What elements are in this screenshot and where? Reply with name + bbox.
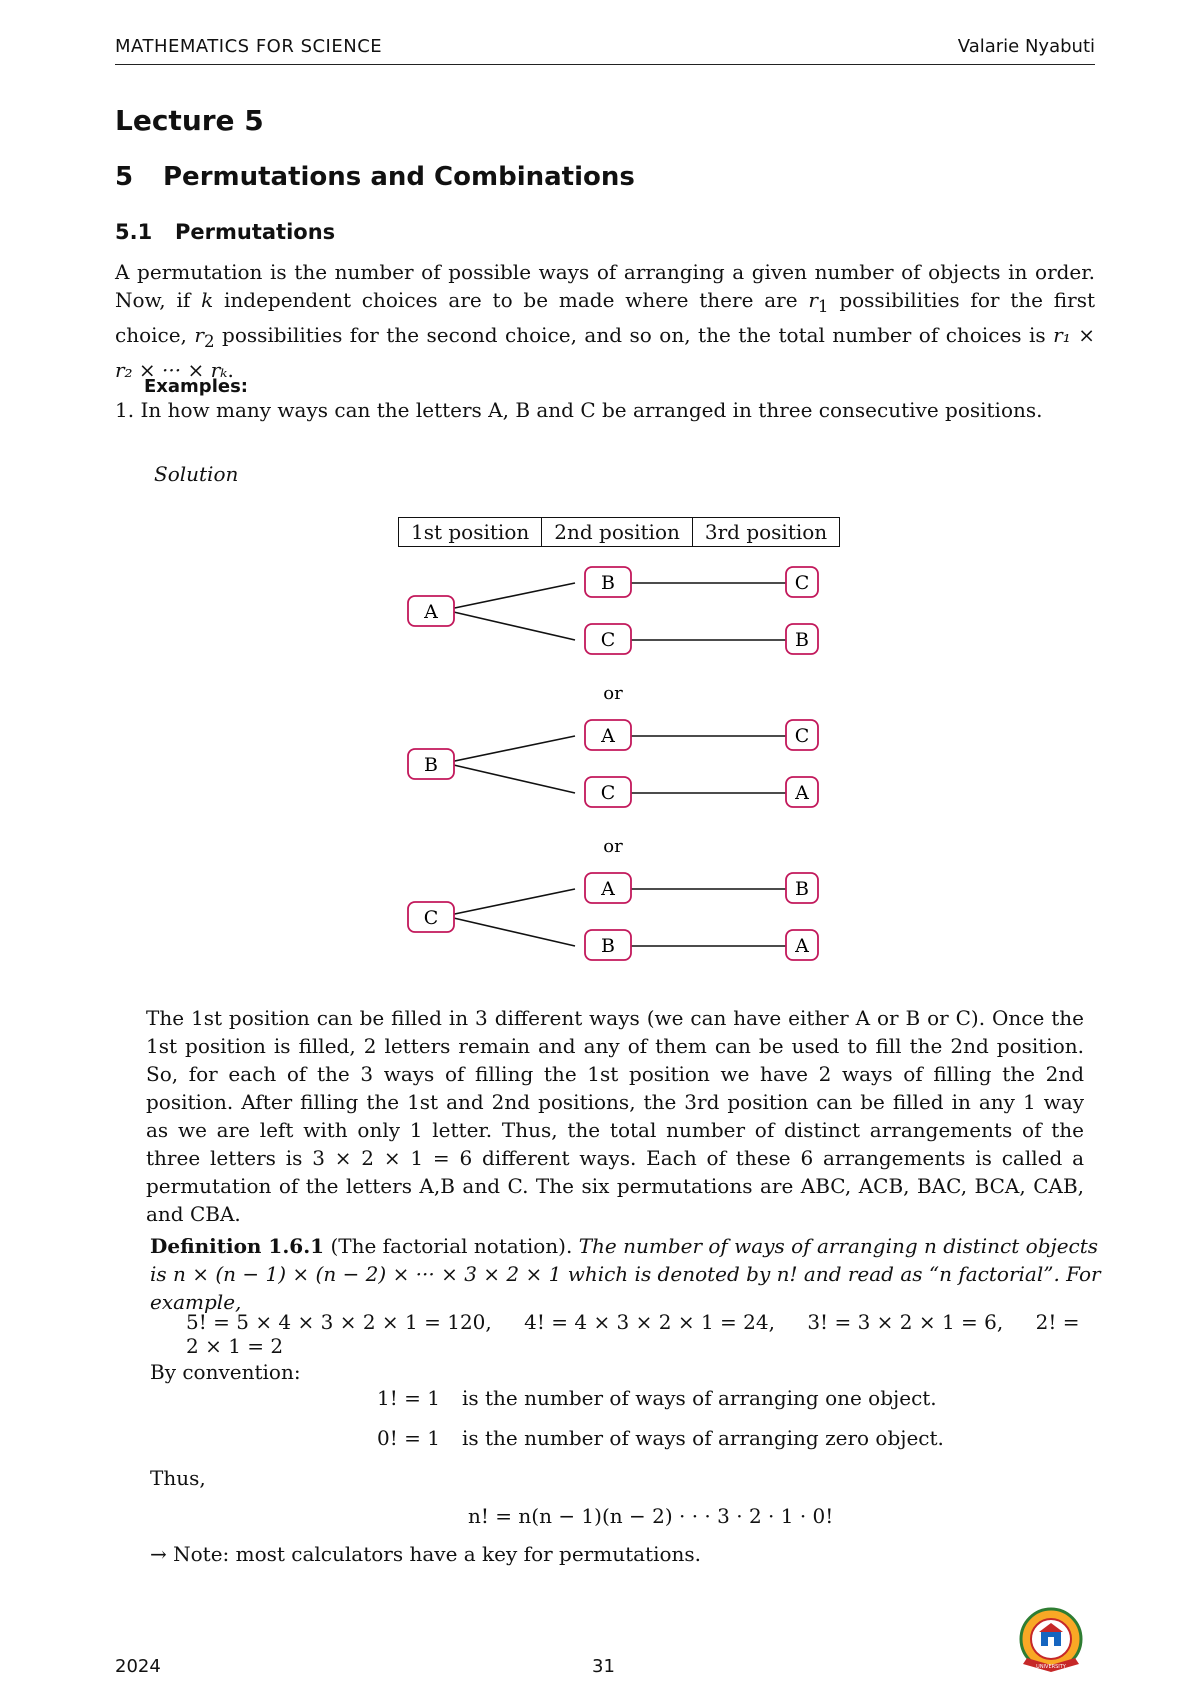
factorial-example-3: 3! = 3 × 2 × 1 = 6, xyxy=(807,1310,1004,1334)
tree-group-c xyxy=(408,873,818,960)
tree-label-c-second-1: A xyxy=(601,878,615,900)
convention-row-2 xyxy=(368,1426,944,1450)
convention-label: By convention: xyxy=(150,1360,301,1384)
tree-label-b-second-2: C xyxy=(600,782,616,804)
factorial-examples xyxy=(186,1310,1086,1358)
table-header-3rd: 3rd position xyxy=(692,518,839,547)
var-r1: r xyxy=(808,288,818,312)
course-title: MATHEMATICS FOR SCIENCE xyxy=(115,36,383,57)
tree-label-c-first: C xyxy=(423,907,439,929)
subsection-title: Permutations xyxy=(175,220,336,244)
tree-label-c-third-1: B xyxy=(795,878,809,900)
tree-group-b xyxy=(408,720,818,807)
author-name: Valarie Nyabuti xyxy=(957,36,1095,57)
tree-label-b-third-2: A xyxy=(795,782,809,804)
convention-text-1: is the number of ways of arranging one object. xyxy=(462,1386,937,1410)
footer-year: 2024 xyxy=(115,1656,161,1677)
definition-block xyxy=(150,1232,1110,1316)
var-k: k xyxy=(201,288,214,312)
convention-text-2: is the number of ways of arranging zero object. xyxy=(462,1426,944,1450)
var-r2-sub: 2 xyxy=(203,332,215,351)
convention-lhs-2: 0! = 1 xyxy=(377,1426,440,1450)
tree-label-a-second-2: C xyxy=(600,629,616,651)
tree-label-b-second-1: A xyxy=(601,725,615,747)
intro-text-3: possibilities for the first choice, xyxy=(115,288,1095,347)
tree-label-b-third-1: C xyxy=(794,725,810,747)
intro-end: . xyxy=(227,358,234,382)
university-logo-icon xyxy=(1013,1606,1089,1678)
tree-label-c-second-2: B xyxy=(601,935,615,957)
convention-lhs-1: 1! = 1 xyxy=(377,1386,440,1410)
definition-text: The number of ways of arranging n distinct objects is n × (n − 1) × (n − 2) × ··· × 3 × 2 × 1 which is denoted by n! and read as “n factorial”. For example, xyxy=(150,1234,1101,1314)
page-number: 31 xyxy=(592,1656,615,1677)
tree-label-a-third-1: C xyxy=(794,572,810,594)
solution-label: Solution xyxy=(154,462,239,486)
section-title: Permutations and Combinations xyxy=(163,162,635,192)
definition-name: (The factorial notation). xyxy=(330,1234,573,1258)
calculator-note: → Note: most calculators have a key for permutations. xyxy=(150,1542,702,1566)
intro-text-2: independent choices are to be made where there are xyxy=(213,288,809,312)
examples-label: Examples: xyxy=(144,376,248,397)
thus-label: Thus, xyxy=(150,1466,206,1490)
intro-text-1: A permutation is the number of possible ways of arranging a given number of objects in order. Now, if xyxy=(115,260,1095,312)
table-header-1st: 1st position xyxy=(399,518,542,547)
or-separator-2: or xyxy=(603,836,623,857)
example-1: 1. In how many ways can the letters A, B and C be arranged in three consecutive positions. xyxy=(115,398,1043,422)
var-r1-sub: 1 xyxy=(817,297,829,316)
or-separator-1: or xyxy=(603,683,623,704)
tree-label-a-third-2: B xyxy=(795,629,809,651)
lecture-title: Lecture 5 xyxy=(115,104,264,137)
factorial-example-5: 5! = 5 × 4 × 3 × 2 × 1 = 120, xyxy=(186,1310,492,1334)
tree-label-c-third-2: A xyxy=(795,935,809,957)
var-r2: r xyxy=(194,323,204,347)
tree-label-a-second-1: B xyxy=(601,572,615,594)
logo-text: UNIVERSITY xyxy=(1036,1664,1066,1670)
tree-group-a xyxy=(408,567,818,654)
product-formula: r₁ × r₂ × ··· × rₖ xyxy=(115,323,1095,382)
explanation-paragraph: The 1st position can be filled in 3 different ways (we can have either A or B or C). Once the 1st position is filled, 2 letters remain and any of them can be used to fill the 2nd position. So, for each of the 3 ways of filling the 1st position we have 2 ways of filling the 2nd position. After filling the 1st and 2nd positions, the 3rd position can be filled in any 1 way as we are left with only 1 letter. Thus, the total number of distinct arrangements of the three letters is 3 × 2 × 1 = 6 different ways. Each of these 6 arrangements is called a permutation of the letters A,B and C. The six permutations are ABC, ACB, BAC, BCA, CAB, and CBA. xyxy=(146,1006,1084,1226)
tree-label-a-first: A xyxy=(424,601,438,623)
section-number: 5 xyxy=(115,162,134,192)
intro-text-4: possibilities for the second choice, and so on, the the total number of choices is xyxy=(214,323,1054,347)
tree-label-b-first: B xyxy=(424,754,438,776)
convention-row-1 xyxy=(368,1386,937,1410)
definition-label: Definition 1.6.1 xyxy=(150,1234,325,1258)
table-header-2nd: 2nd position xyxy=(542,518,693,547)
n-factorial-formula: n! = n(n − 1)(n − 2) · · · 3 · 2 · 1 · 0! xyxy=(468,1504,834,1528)
factorial-example-2: 2! = 2 × 1 = 2 xyxy=(186,1310,1080,1358)
subsection-number: 5.1 xyxy=(115,220,153,244)
factorial-example-4: 4! = 4 × 3 × 2 × 1 = 24, xyxy=(524,1310,775,1334)
